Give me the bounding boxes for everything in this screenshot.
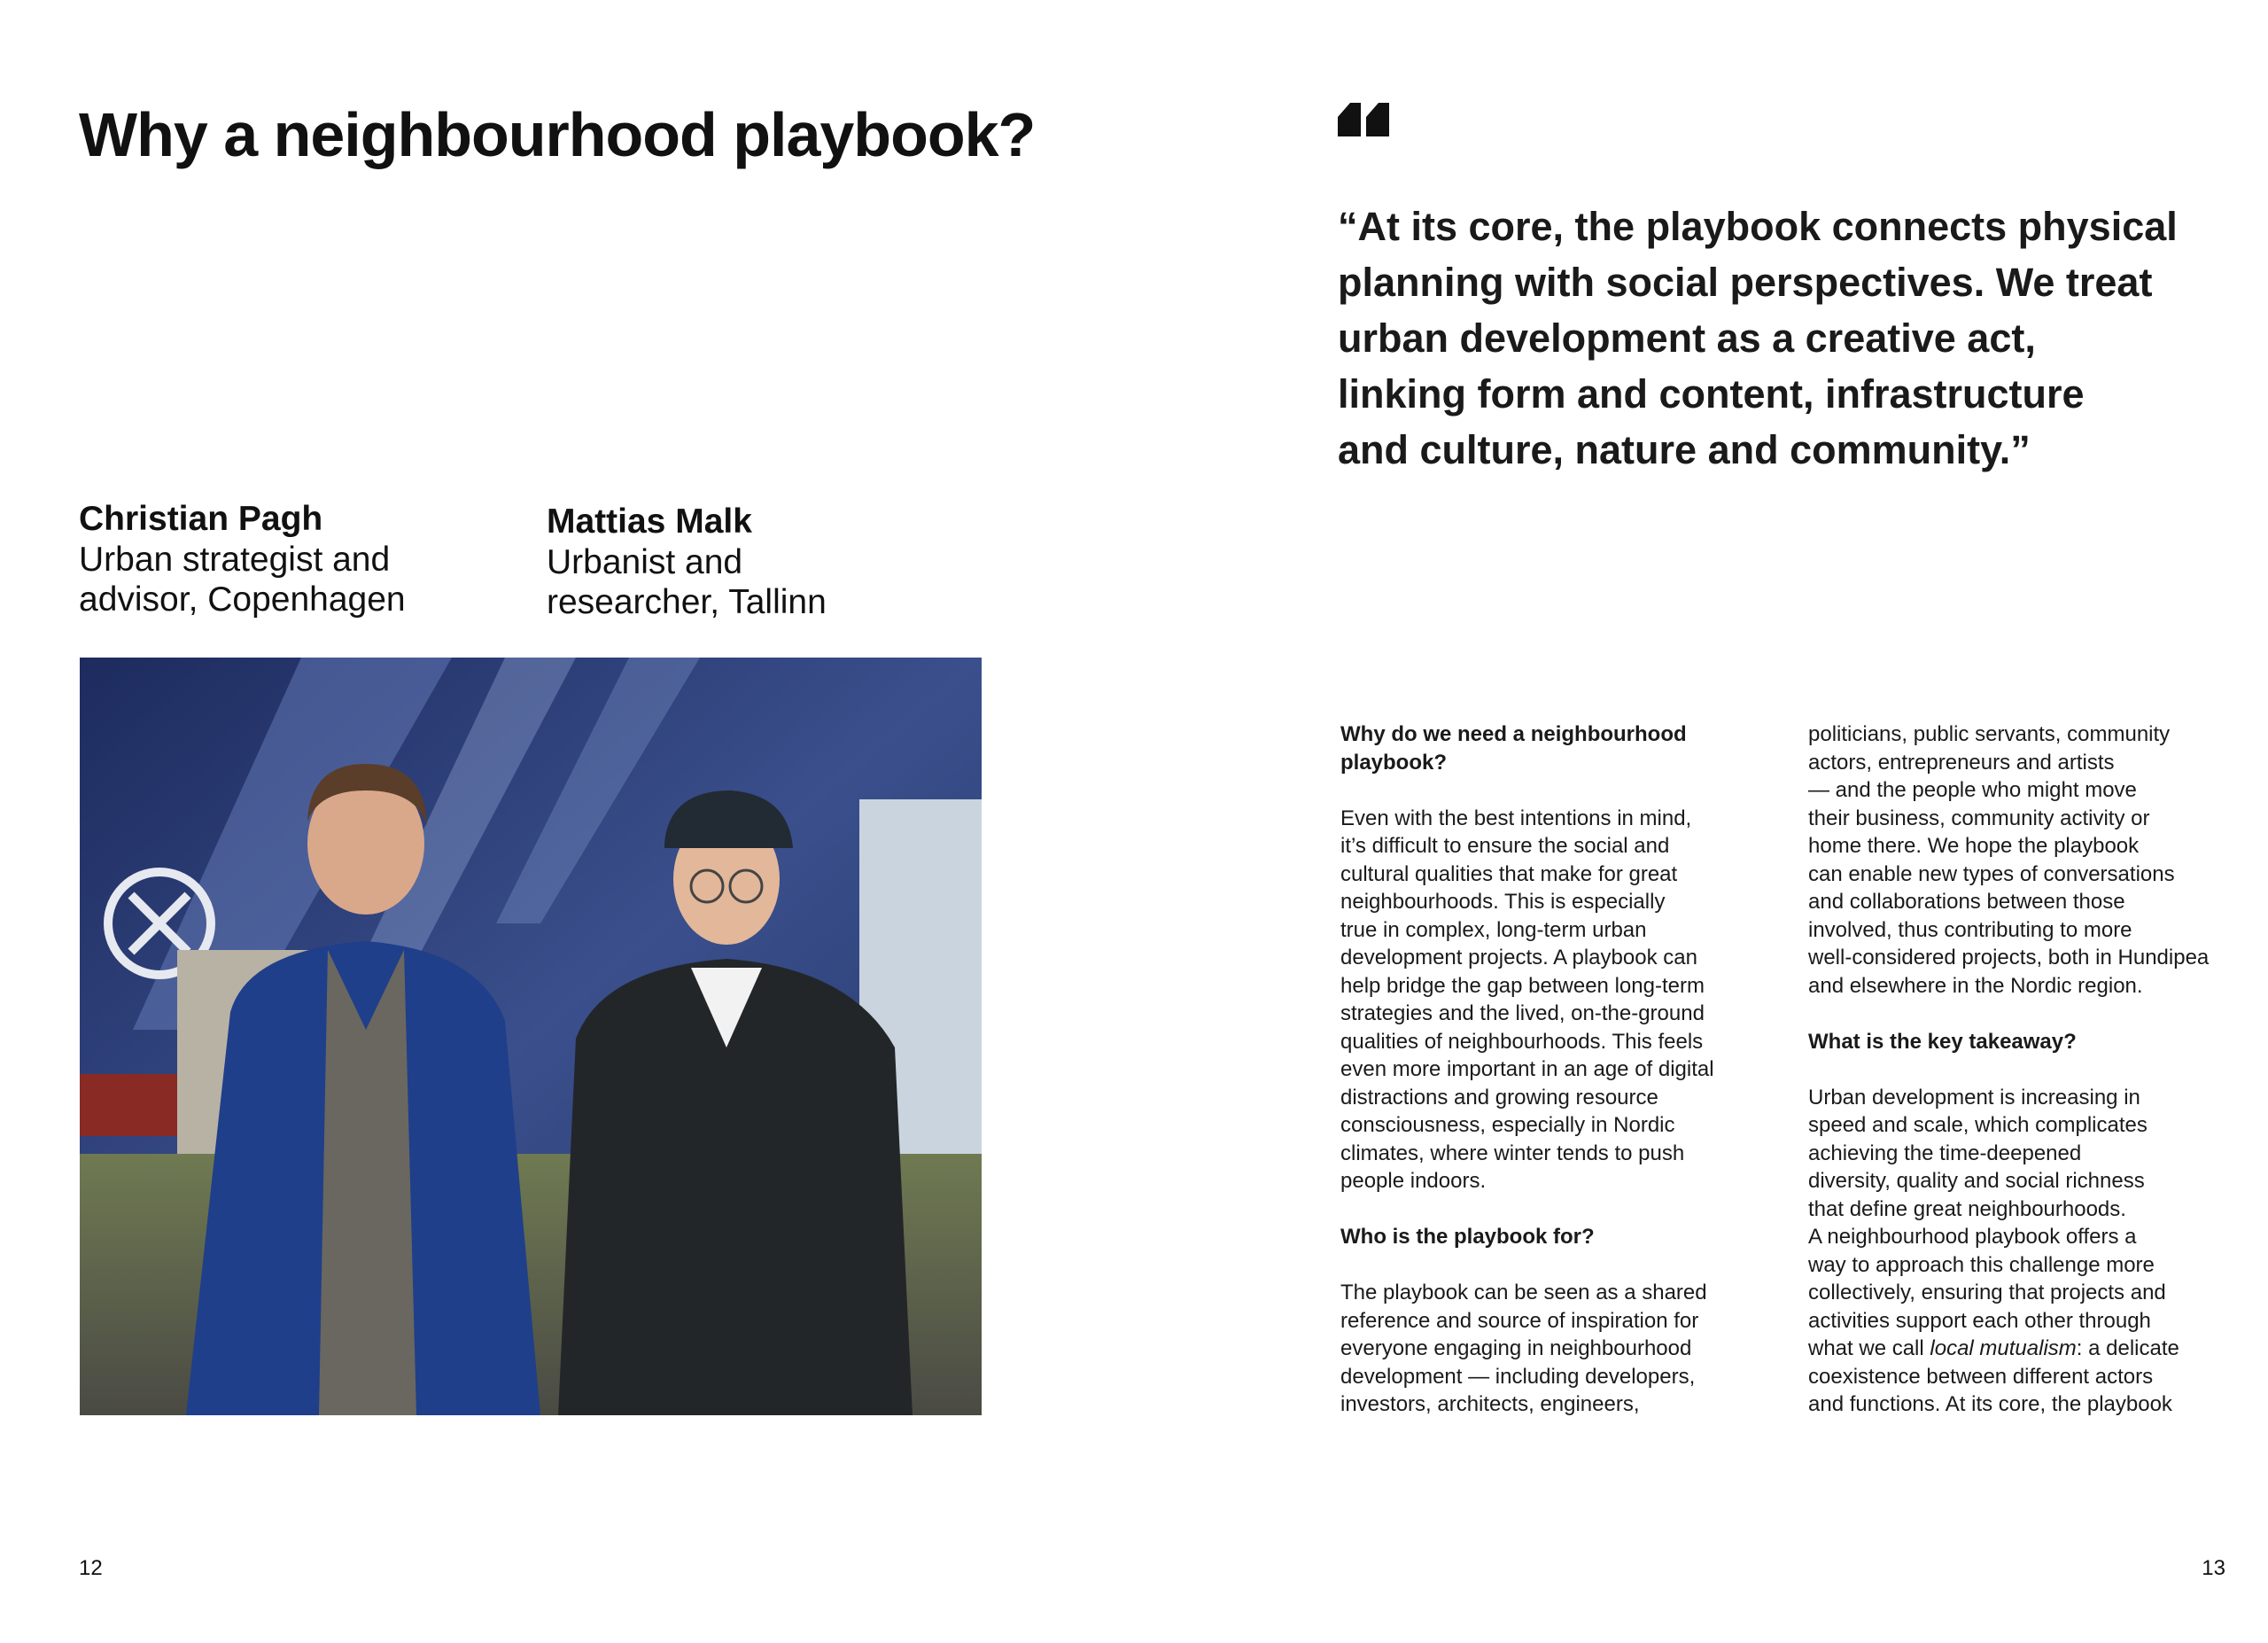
body-line: reference and source of inspiration for	[1340, 1308, 1699, 1333]
body-line: and elsewhere in the Nordic region.	[1808, 973, 2143, 998]
body-line: involved, thus contributing to more	[1808, 917, 2132, 942]
section-heading: playbook?	[1340, 750, 1448, 775]
body-line: well-considered projects, both in Hundipea	[1808, 946, 2210, 969]
body-line: achieving the time-deepened	[1808, 1141, 2082, 1165]
body-line: can enable new types of conversations	[1808, 861, 2175, 886]
body-line: A neighbourhood playbook offers a	[1808, 1225, 2137, 1249]
body-line: speed and scale, which complicates	[1808, 1113, 2148, 1137]
body-line: distractions and growing resource	[1340, 1085, 1658, 1110]
section-heading: Who is the playbook for?	[1340, 1225, 1595, 1249]
page-number: 12	[79, 1556, 103, 1580]
person-role-line: advisor, Copenhagen	[79, 580, 406, 619]
body-line: and functions. At its core, the playbook	[1808, 1392, 2172, 1416]
body-line: everyone engaging in neighbourhood	[1340, 1336, 1692, 1360]
body-line: politicians, public servants, community	[1808, 722, 2171, 746]
body-line: activities support each other through	[1808, 1308, 2151, 1333]
body-line: development projects. A playbook can	[1340, 946, 1697, 969]
body-line: investors, architects, engineers,	[1340, 1392, 1640, 1416]
person-role-line: Urbanist and	[547, 543, 743, 581]
italic-term: local mutualism	[1930, 1336, 2077, 1360]
quote-line: urban development as a creative act,	[1338, 315, 2036, 361]
body-line: coexistence between different actors	[1808, 1364, 2154, 1389]
portrait-photo	[80, 658, 982, 1415]
quote-line: “At its core, the playbook connects physical	[1338, 204, 2178, 249]
quote-line: linking form and content, infrastructure	[1338, 371, 2085, 417]
body-line: climates, where winter tends to push	[1340, 1141, 1685, 1165]
body-line: qualities of neighbourhoods. This feels	[1340, 1029, 1704, 1054]
text-column-1	[1340, 720, 1766, 1419]
body-line: even more important in an age of digital	[1340, 1057, 1714, 1081]
body-line: — and the people who might move	[1808, 778, 2137, 802]
person-mattias-malk	[547, 502, 827, 622]
pull-quote	[1338, 199, 2178, 478]
body-line: strategies and the lived, on-the-ground	[1340, 1001, 1705, 1025]
body-line: The playbook can be seen as a shared	[1340, 1281, 1707, 1304]
body-line: development — including developers,	[1340, 1364, 1696, 1389]
body-line: and collaborations between those	[1808, 890, 2125, 914]
section-heading: Why do we need a neighbourhood	[1340, 722, 1687, 746]
text-column-2	[1808, 720, 2251, 1419]
text-run: what we call	[1808, 1336, 1930, 1360]
quote-line: and culture, nature and community.”	[1338, 427, 2031, 472]
body-line: collectively, ensuring that projects and	[1808, 1281, 2166, 1304]
body-line: consciousness, especially in Nordic	[1340, 1113, 1675, 1137]
person-christian-pagh	[79, 499, 406, 619]
body-line-with-italic	[1808, 1335, 2251, 1363]
person-role-line: Urban strategist and	[79, 541, 391, 579]
portrait-photo-illustration	[80, 658, 982, 1415]
text-run: : a delicate	[2076, 1336, 2179, 1360]
page-number: 13	[2202, 1556, 2225, 1580]
body-line: cultural qualities that make for great	[1340, 861, 1678, 886]
person-role-line: researcher, Tallinn	[547, 583, 827, 621]
body-line: Even with the best intentions in mind,	[1340, 806, 1692, 830]
quote-mark-icon	[1338, 103, 1391, 141]
body-line: actors, entrepreneurs and artists	[1808, 750, 2115, 775]
person-name: Christian Pagh	[79, 500, 323, 538]
body-line: home there. We hope the playbook	[1808, 834, 2140, 858]
quote-line: planning with social perspectives. We treat	[1338, 260, 2153, 305]
body-line: Urban development is increasing in	[1808, 1085, 2140, 1110]
body-line: way to approach this challenge more	[1808, 1252, 2155, 1277]
person-name: Mattias Malk	[547, 502, 752, 541]
body-line: that define great neighbourhoods.	[1808, 1196, 2126, 1221]
page-title: Why a neighbourhood playbook?	[79, 100, 1036, 169]
body-line: neighbourhoods. This is especially	[1340, 890, 1666, 914]
body-line: help bridge the gap between long-term	[1340, 973, 1705, 998]
body-line: true in complex, long-term urban	[1340, 917, 1647, 942]
body-line: it’s difficult to ensure the social and	[1340, 834, 1670, 858]
section-heading: What is the key takeaway?	[1808, 1029, 2077, 1054]
body-line: their business, community activity or	[1808, 806, 2150, 830]
body-line: diversity, quality and social richness	[1808, 1169, 2145, 1193]
body-line: people indoors.	[1340, 1169, 1487, 1193]
right-page	[1134, 0, 2268, 1643]
